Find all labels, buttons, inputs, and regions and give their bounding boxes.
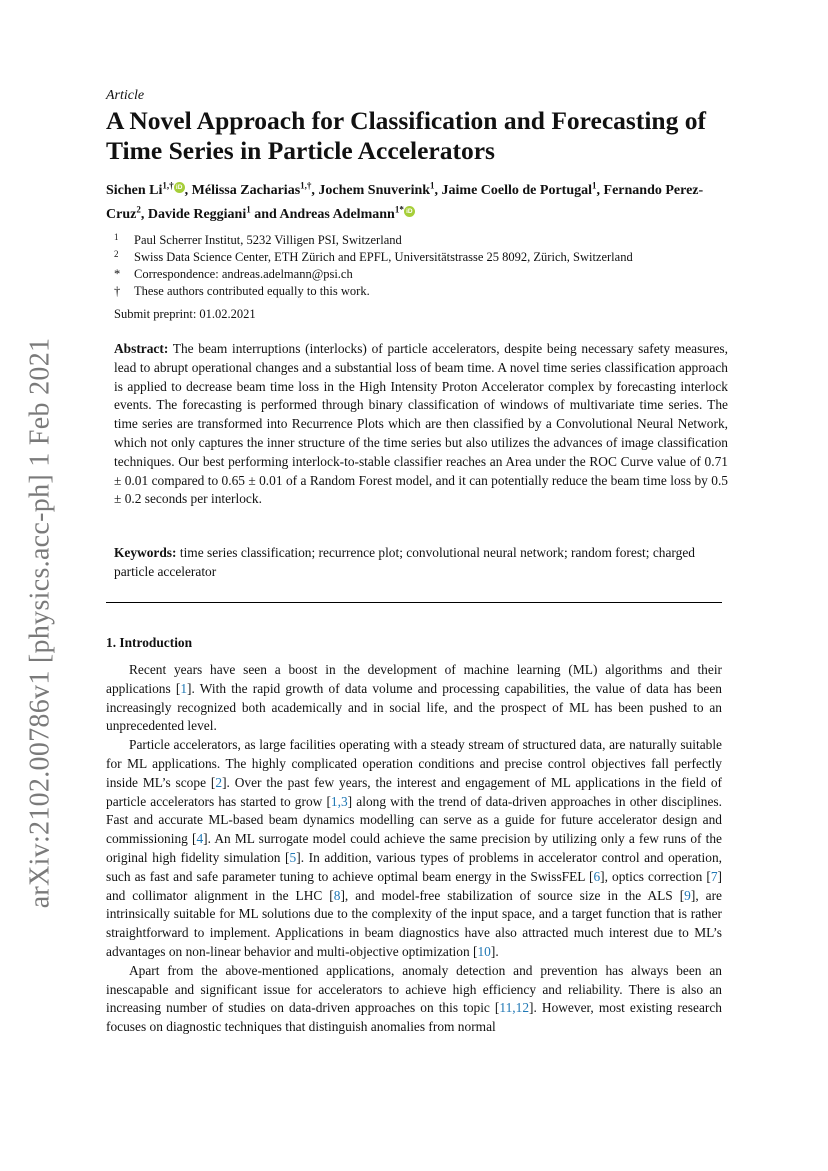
affiliation-mark: * <box>114 267 121 281</box>
author-affiliation-mark: 1* <box>394 204 404 215</box>
citation-link[interactable]: 2 <box>215 774 223 790</box>
submit-date: Submit preprint: 01.02.2021 <box>114 307 256 321</box>
author-name: Jochem Snuverink <box>318 183 431 198</box>
paragraph: Recent years have seen a boost in the development of machine learning (ML) algorithms and their applications [1]. With the rapid growth of data volume and processing capabilities, the value of data has been increasingly recognized both academically and in social life, and the prospect of ML has been pushed to an unprecedented level. <box>106 662 722 734</box>
affiliation-item <box>106 232 722 249</box>
author-affiliation-mark: 1,† <box>300 180 312 191</box>
citation-link[interactable]: 10 <box>477 943 491 959</box>
arxiv-stamp: arXiv:2102.00786v1 [physics.acc-ph] 1 Feb 2021 <box>24 337 55 908</box>
author-affiliation-mark: 1 <box>592 180 597 191</box>
paragraph: Apart from the above-mentioned applications, anomaly detection and prevention has always been an inescapable and significant issue for accelerators to achieve high efficiency and reliability. There is also an increasing number of studies on data-driven approaches on this topic [11,12]. However, most existing research focuses on diagnostic techniques that distinguish anomalies from normal <box>106 962 722 1035</box>
author-affiliation-mark: 1 <box>246 204 251 215</box>
affiliation-mark: 2 <box>114 249 119 259</box>
affiliation-text: Paul Scherrer Institut, 5232 Villigen PSI, Switzerland <box>134 233 402 247</box>
author-affiliation-mark: 1,† <box>162 180 174 191</box>
author-name: Jaime Coello de Portugal <box>441 183 593 198</box>
affiliation-mark: 1 <box>114 232 119 242</box>
keywords <box>114 544 728 582</box>
abstract-label: Abstract: <box>114 341 169 356</box>
author-name: Andreas Adelmann <box>279 207 395 222</box>
abstract-text: The beam interruptions (interlocks) of particle accelerators, despite being necessary safety measures, lead to abrupt operational changes and a substantial loss of beam time. A novel time series classification approach is applied to decrease beam time loss in the High Intensity Proton Accelerator complex by forecasting interlock events. The forecasting is performed through binary classification of windows of multivariate time series. The time series are transformed into Recurrence Plots which are then classified by a Convolutional Neural Network, which not only captures the inner structure of the time series but also utilizes the advances of image classification techniques. Our best performing interlock-to-stable classifier reaches an Area under the ROC Curve value of 0.71 ± 0.01 compared to 0.65 ± 0.01 of a Random Forest model, and it can potentially reduce the beam time loss by 0.5 ± 0.2 seconds per interlock. <box>114 341 728 507</box>
abstract <box>114 340 728 509</box>
article-type: Article <box>106 88 145 103</box>
introduction-body <box>106 661 722 1037</box>
citation-link[interactable]: 8 <box>333 887 341 903</box>
affiliation-item <box>106 283 722 300</box>
author-list: Sichen $Li^{1,\dagger}$ iD , Mélissa Zacharias$^{1,\dagger}$, Jochem Snuverink$^1$, Jaime Coello de Portugal$^1$, Fernando Perez-Cruz$^2$, Davide Reggiani$^1$ and Andreas Adelmann$^{1*}$ iD <box>106 180 704 222</box>
author-name: Mélissa Zacharias <box>191 183 301 198</box>
citation-link[interactable]: 1 <box>180 680 188 696</box>
paper-title: A Novel Approach for Classification and Forecasting of Time Series in Particle Accelerators <box>106 106 706 165</box>
citation-link[interactable]: 1,3 <box>330 793 348 809</box>
affiliation-text: Correspondence: andreas.adelmann@psi.ch <box>134 267 353 281</box>
orcid-icon[interactable]: iD <box>404 206 415 217</box>
affiliation-text: Swiss Data Science Center, ETH Zürich and EPFL, Universitätstrasse 25 8092, Zürich, Switzerland <box>134 250 633 264</box>
affiliation-mark: † <box>114 284 121 298</box>
citation-link[interactable]: 7 <box>710 868 718 884</box>
affiliations <box>106 232 722 300</box>
author-name: Fernando Perez-Cruz <box>106 183 704 222</box>
affiliation-item <box>106 249 722 266</box>
citation-link[interactable]: 5 <box>289 849 297 865</box>
author-name: Davide Reggiani <box>147 207 247 222</box>
affiliation-item <box>106 266 722 283</box>
citation-link[interactable]: 6 <box>593 868 601 884</box>
author-name: Sichen Li <box>106 183 163 198</box>
paragraph: Particle accelerators, as large facilities operating with a steady stream of structured data, are naturally suitable for ML applications. The highly complicated operation conditions and precise control objectives fall perfectly inside ML’s scope [2]. Over the past few years, the interest and engagement of ML applications in the field of particle accelerators has started to grow [1,3] along with the trend of data-driven approaches in other disciplines. Fast and accurate ML-based beam dynamics modelling can serve as a guide for future accelerator design and commissioning [4]. An ML surrogate model could achieve the same precision by utilizing only a few runs of the original high fidelity simulation [5]. In addition, various types of problems in accelerator control and operation, such as fast and safe parameter tuning to achieve optimal beam energy in the SwissFEL [6], optics correction [7] and collimator alignment in the LHC [8], and model-free stabilization of source size in the ALS [9], are intrinsically suitable for ML solutions due to the complexity of the input space, and a target function that is rather straightforward to implement. Applications in beam diagnostics have also attracted much interest due to ML’s advantages on non-linear behavior and multi-objective optimization [10]. <box>106 737 723 959</box>
divider <box>106 602 722 603</box>
author-affiliation-mark: 1 <box>430 180 435 191</box>
orcid-icon[interactable]: iD <box>174 182 185 193</box>
author-affiliation-mark: 2 <box>136 204 141 215</box>
keywords-label: Keywords: <box>114 545 177 560</box>
keywords-text: time series classification; recurrence plot; convolutional neural network; random forest; charged particle accelerator <box>114 545 695 579</box>
citation-link[interactable]: 9 <box>684 887 691 903</box>
citation-link[interactable]: 11,12 <box>499 1000 530 1016</box>
citation-link[interactable]: 4 <box>196 831 204 847</box>
section-heading: 1. Introduction <box>106 635 193 650</box>
affiliation-text: These authors contributed equally to this work. <box>134 284 370 298</box>
